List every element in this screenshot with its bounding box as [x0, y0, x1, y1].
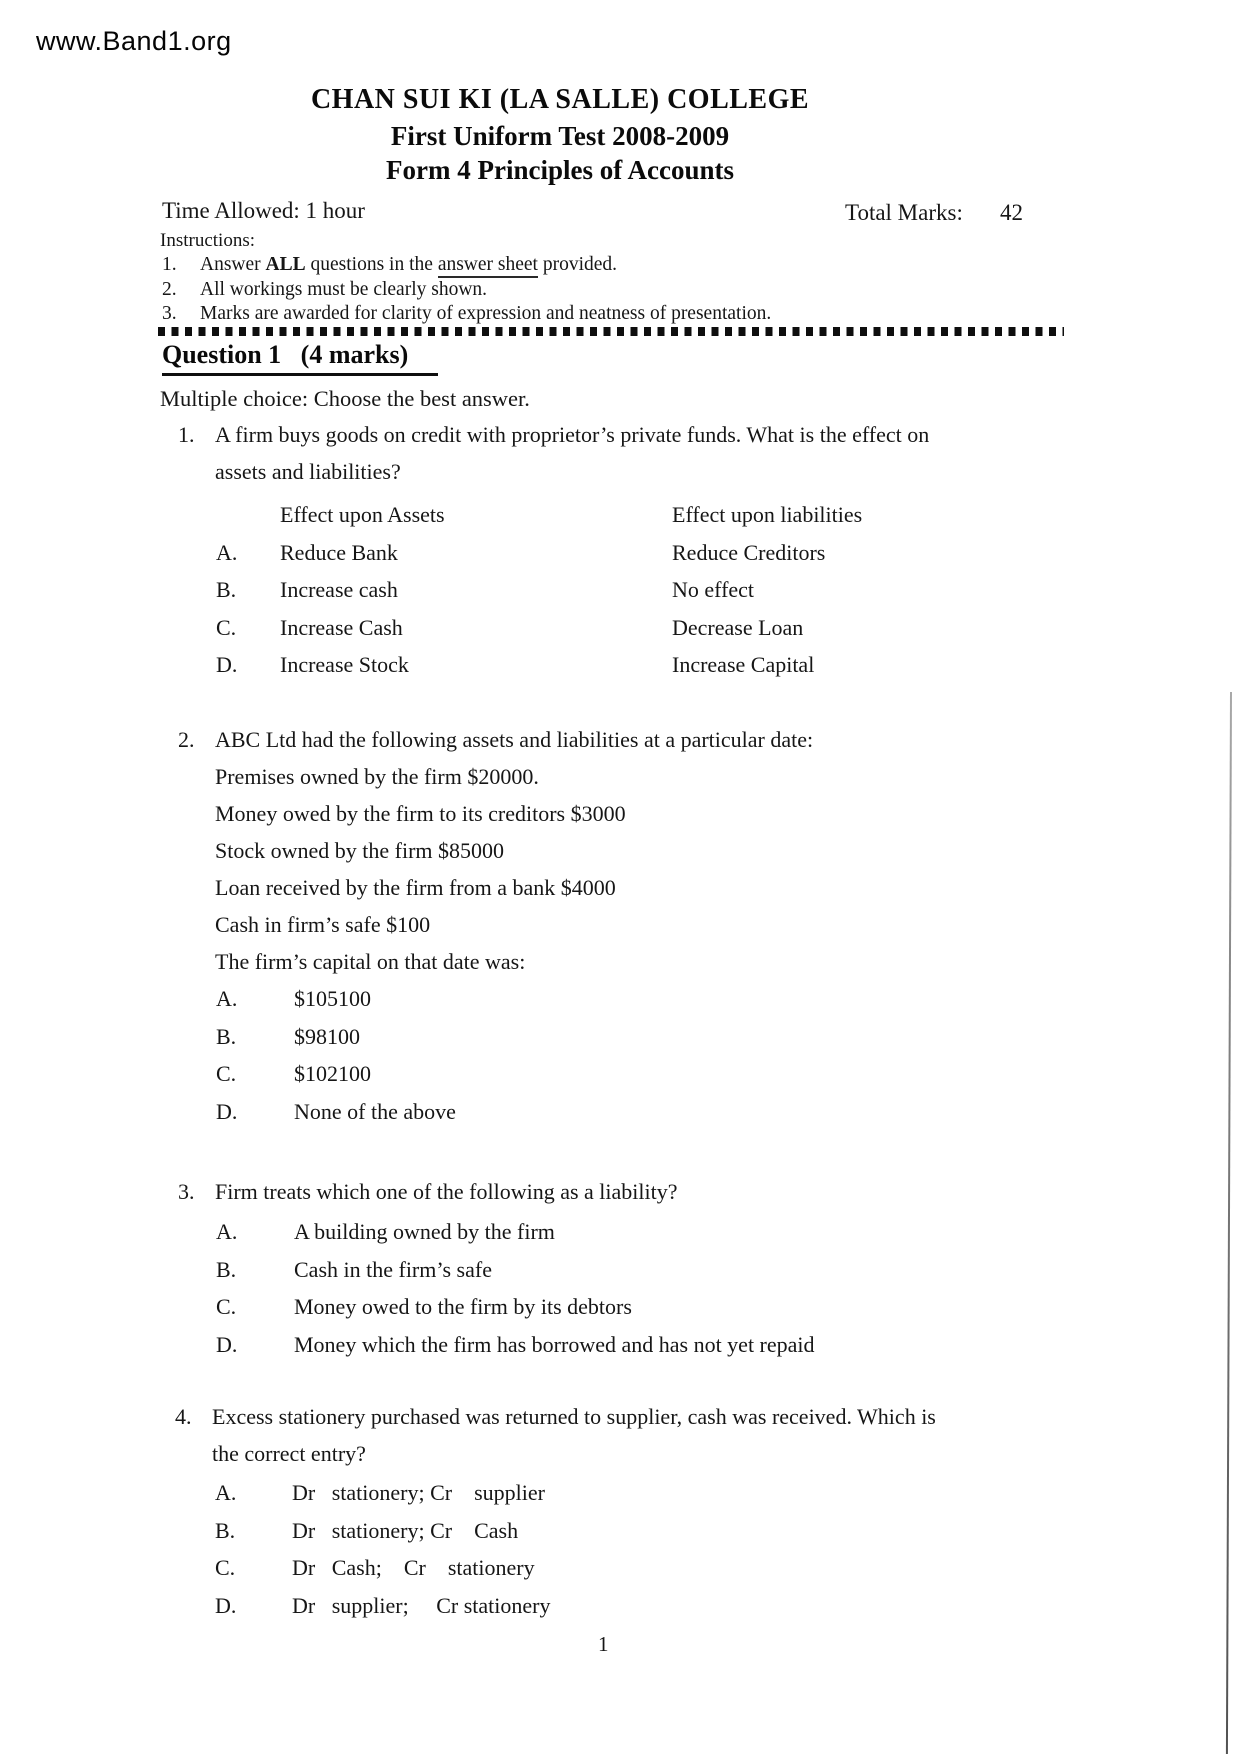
- option-letter: B.: [216, 577, 237, 602]
- column-header-assets: Effect upon Assets: [280, 502, 445, 527]
- question-3-options: [216, 1213, 815, 1363]
- option-letter: B.: [215, 1517, 236, 1543]
- instruction-text-segment: Answer: [200, 254, 266, 275]
- question-2: [178, 721, 813, 1130]
- option-letter: D.: [216, 1098, 238, 1124]
- option-assets-text: Reduce Bank: [280, 539, 398, 565]
- option-letter: C.: [216, 1061, 237, 1086]
- question-text-line: assets and liabilities?: [215, 459, 401, 484]
- instruction-text-underlined: answer sheet: [438, 254, 538, 278]
- question-text-line: Money owed by the firm to its creditors $3000: [215, 801, 626, 826]
- test-title: First Uniform Test 2008-2009: [390, 121, 730, 151]
- option-letter: D.: [216, 652, 238, 677]
- instruction-text-segment: provided.: [537, 254, 618, 275]
- option-text: Cash in the firm’s safe: [294, 1256, 492, 1282]
- option-letter: C.: [216, 1294, 237, 1319]
- option-liabilities-text: Reduce Creditors: [672, 539, 826, 565]
- form-subject-title: Form 4 Principles of Accounts: [386, 155, 734, 185]
- question-stem: [178, 1173, 815, 1210]
- question-text-line: Premises owned by the firm $20000.: [215, 764, 539, 789]
- option-text: Money which the firm has borrowed and has not yet repaid: [294, 1331, 815, 1357]
- option-text: None of the above: [294, 1098, 456, 1124]
- question-4-options: [215, 1474, 936, 1624]
- option-assets-text: Increase Cash: [280, 614, 403, 640]
- option-letter: A.: [216, 1219, 238, 1244]
- column-header-liabilities: Effect upon liabilities: [672, 502, 863, 527]
- option-assets-text: Increase cash: [280, 577, 398, 602]
- time-allowed-label: Time Allowed: 1 hour: [162, 198, 365, 223]
- option-text: Dr supplier; Cr stationery: [292, 1592, 551, 1618]
- instruction-text-segment: questions in the: [305, 254, 438, 275]
- option-letter: A.: [216, 986, 238, 1011]
- option-letter: B.: [216, 1256, 237, 1282]
- question-text-line: Stock owned by the firm $85000: [215, 838, 505, 863]
- option-letter: A.: [215, 1480, 237, 1505]
- option-text: Money owed to the firm by its debtors: [294, 1294, 632, 1319]
- instruction-item-2: [162, 279, 487, 301]
- scan-artifact-line: [1226, 692, 1232, 1754]
- instruction-item-1: [162, 254, 617, 276]
- question-text-line: Cash in firm’s safe $100: [215, 912, 431, 937]
- instruction-number: 3.: [162, 303, 177, 324]
- question-text-line: The firm’s capital on that date was:: [215, 949, 526, 974]
- question-text-line: Firm treats which one of the following as a liability?: [215, 1179, 678, 1204]
- question-1: [178, 416, 929, 684]
- question-number: 3.: [178, 1179, 195, 1204]
- instruction-text-bold: ALL: [265, 254, 306, 275]
- school-name: CHAN SUI KI (LA SALLE) COLLEGE: [310, 84, 810, 115]
- option-text: Dr stationery; Cr supplier: [292, 1480, 545, 1505]
- instruction-text: Marks are awarded for clarity of expression and neatness of presentation.: [200, 303, 772, 324]
- question-1-heading: Question 1 (4 marks): [162, 340, 438, 376]
- option-liabilities-text: Increase Capital: [672, 652, 815, 677]
- question-text-line: A firm buys goods on credit with proprietor’s private funds. What is the effect on: [215, 422, 930, 447]
- question-text-line: ABC Ltd had the following assets and liabilities at a particular date:: [215, 727, 814, 752]
- instruction-text: [200, 254, 617, 276]
- option-text: $102100: [294, 1061, 371, 1086]
- question-stem: [178, 721, 813, 758]
- instruction-item-3: [162, 303, 771, 325]
- question-number: 1.: [178, 422, 195, 447]
- question-2-options: [216, 980, 813, 1130]
- option-text: Dr stationery; Cr Cash: [292, 1517, 519, 1543]
- question-3: [178, 1173, 815, 1363]
- instruction-number: 2.: [162, 279, 177, 300]
- option-letter: C.: [215, 1555, 236, 1580]
- total-marks-label: Total Marks:: [845, 200, 963, 225]
- option-liabilities-text: No effect: [672, 577, 755, 602]
- total-marks-value: 42: [1000, 200, 1023, 225]
- question-stem: [178, 416, 929, 453]
- question-text-line: Loan received by the firm from a bank $4000: [215, 875, 616, 900]
- option-letter: D.: [215, 1592, 237, 1618]
- question-number: 2.: [178, 727, 195, 752]
- empty-cell: [216, 496, 280, 534]
- question-number: 4.: [175, 1404, 192, 1429]
- question-stem: [175, 1398, 936, 1435]
- option-letter: C.: [216, 614, 237, 640]
- multiple-choice-subtitle: Multiple choice: Choose the best answer.: [160, 386, 530, 411]
- option-letter: D.: [216, 1331, 238, 1357]
- option-text: A building owned by the firm: [294, 1219, 555, 1244]
- question-text-line: Excess stationery purchased was returned to supplier, cash was received. Which is: [212, 1404, 936, 1429]
- dotted-separator: [158, 327, 1064, 336]
- instructions-heading: Instructions:: [160, 230, 255, 251]
- option-text: $105100: [294, 986, 371, 1011]
- question-text-line: the correct entry?: [212, 1441, 366, 1466]
- watermark-url: www.Band1.org: [36, 26, 232, 56]
- question-4: [175, 1398, 936, 1624]
- option-text: $98100: [294, 1023, 360, 1049]
- page-number: 1: [598, 1632, 609, 1656]
- instruction-text: All workings must be clearly shown.: [200, 279, 488, 300]
- option-letter: A.: [216, 539, 238, 565]
- option-text: Dr Cash; Cr stationery: [292, 1555, 535, 1580]
- question-1-options-table: [216, 496, 929, 684]
- option-assets-text: Increase Stock: [280, 652, 409, 677]
- option-liabilities-text: Decrease Loan: [672, 614, 804, 640]
- instruction-number: 1.: [162, 254, 177, 275]
- option-letter: B.: [216, 1023, 237, 1049]
